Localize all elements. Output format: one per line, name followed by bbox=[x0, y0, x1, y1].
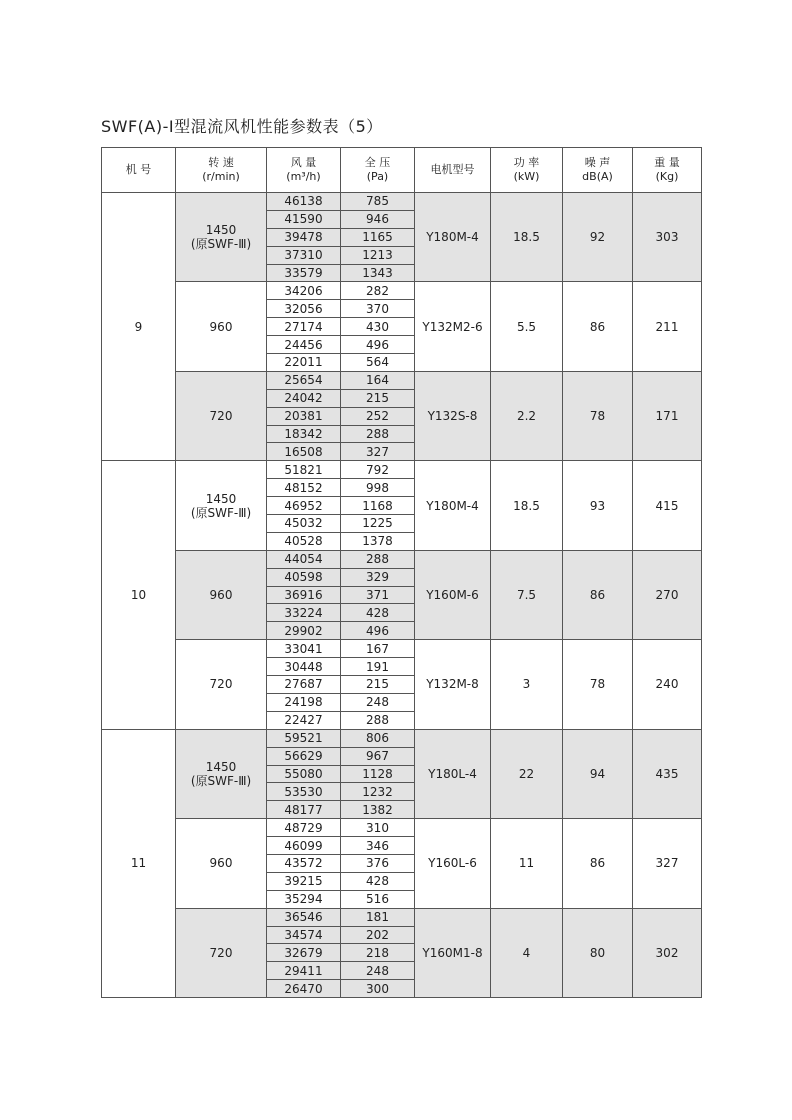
fan-performance-table bbox=[101, 147, 702, 998]
pressure-cell: 218 bbox=[341, 944, 415, 962]
flow-cell: 33041 bbox=[267, 640, 341, 658]
header-noise: 噪 声 dB(A) bbox=[563, 148, 633, 193]
weight-cell: 171 bbox=[633, 371, 702, 460]
power-cell: 11 bbox=[491, 819, 563, 908]
flow-cell: 56629 bbox=[267, 747, 341, 765]
flow-cell: 53530 bbox=[267, 783, 341, 801]
motor-cell: Y180L-4 bbox=[415, 729, 491, 818]
pressure-cell: 496 bbox=[341, 622, 415, 640]
flow-cell: 20381 bbox=[267, 407, 341, 425]
pressure-cell: 516 bbox=[341, 890, 415, 908]
speed-cell bbox=[176, 371, 267, 460]
flow-cell: 24456 bbox=[267, 336, 341, 354]
power-cell: 7.5 bbox=[491, 550, 563, 639]
weight-cell: 211 bbox=[633, 282, 702, 371]
pressure-cell: 1232 bbox=[341, 783, 415, 801]
noise-cell: 92 bbox=[563, 193, 633, 282]
flow-cell: 39215 bbox=[267, 872, 341, 890]
noise-cell: 80 bbox=[563, 908, 633, 997]
flow-cell: 18342 bbox=[267, 425, 341, 443]
flow-cell: 51821 bbox=[267, 461, 341, 479]
flow-cell: 48152 bbox=[267, 479, 341, 497]
table-row bbox=[102, 282, 702, 300]
pressure-cell: 1382 bbox=[341, 801, 415, 819]
speed-cell bbox=[176, 282, 267, 371]
noise-cell: 78 bbox=[563, 640, 633, 729]
speed-value: 1450 bbox=[205, 759, 237, 774]
noise-cell: 86 bbox=[563, 550, 633, 639]
motor-cell: Y132M-8 bbox=[415, 640, 491, 729]
page-title: SWF(A)-Ⅰ型混流风机性能参数表（5） bbox=[101, 117, 383, 136]
flow-cell: 37310 bbox=[267, 246, 341, 264]
table-row bbox=[102, 371, 702, 389]
flow-cell: 29902 bbox=[267, 622, 341, 640]
flow-cell: 55080 bbox=[267, 765, 341, 783]
weight-cell: 302 bbox=[633, 908, 702, 997]
table-row bbox=[102, 461, 702, 479]
flow-cell: 45032 bbox=[267, 515, 341, 533]
flow-cell: 40528 bbox=[267, 532, 341, 550]
speed-cell bbox=[176, 461, 267, 550]
pressure-cell: 792 bbox=[341, 461, 415, 479]
pressure-cell: 1343 bbox=[341, 264, 415, 282]
flow-cell: 24198 bbox=[267, 693, 341, 711]
header-machine-no: 机 号 bbox=[102, 148, 176, 193]
pressure-cell: 288 bbox=[341, 711, 415, 729]
speed-cell bbox=[176, 819, 267, 908]
pressure-cell: 496 bbox=[341, 336, 415, 354]
pressure-cell: 167 bbox=[341, 640, 415, 658]
weight-cell: 303 bbox=[633, 193, 702, 282]
speed-value: 960 bbox=[209, 588, 233, 603]
pressure-cell: 1225 bbox=[341, 515, 415, 533]
pressure-cell: 1165 bbox=[341, 228, 415, 246]
pressure-cell: 806 bbox=[341, 729, 415, 747]
speed-note: (原SWF-Ⅲ) bbox=[190, 505, 252, 520]
pressure-cell: 1378 bbox=[341, 532, 415, 550]
flow-cell: 24042 bbox=[267, 389, 341, 407]
flow-cell: 48729 bbox=[267, 819, 341, 837]
flow-cell: 36916 bbox=[267, 586, 341, 604]
noise-cell: 86 bbox=[563, 819, 633, 908]
header-power: 功 率 (kW) bbox=[491, 148, 563, 193]
header-flow: 风 量 (m³/h) bbox=[267, 148, 341, 193]
machine-no-cell: 10 bbox=[102, 461, 176, 729]
table-row bbox=[102, 550, 702, 568]
noise-cell: 93 bbox=[563, 461, 633, 550]
speed-cell bbox=[176, 550, 267, 639]
table-row bbox=[102, 729, 702, 747]
power-cell: 18.5 bbox=[491, 193, 563, 282]
speed-value: 720 bbox=[209, 945, 233, 960]
pressure-cell: 1213 bbox=[341, 246, 415, 264]
speed-value: 720 bbox=[209, 409, 233, 424]
pressure-cell: 215 bbox=[341, 676, 415, 694]
weight-cell: 327 bbox=[633, 819, 702, 908]
motor-cell: Y132M2-6 bbox=[415, 282, 491, 371]
pressure-cell: 181 bbox=[341, 908, 415, 926]
flow-cell: 33224 bbox=[267, 604, 341, 622]
header-motor: 电机型号 bbox=[415, 148, 491, 193]
motor-cell: Y160M-6 bbox=[415, 550, 491, 639]
flow-cell: 32056 bbox=[267, 300, 341, 318]
power-cell: 5.5 bbox=[491, 282, 563, 371]
machine-no-cell: 9 bbox=[102, 193, 176, 461]
speed-value: 720 bbox=[209, 677, 233, 692]
flow-cell: 25654 bbox=[267, 371, 341, 389]
pressure-cell: 998 bbox=[341, 479, 415, 497]
pressure-cell: 300 bbox=[341, 980, 415, 998]
pressure-cell: 288 bbox=[341, 425, 415, 443]
table-row bbox=[102, 640, 702, 658]
header-speed: 转 速 (r/min) bbox=[176, 148, 267, 193]
motor-cell: Y160M1-8 bbox=[415, 908, 491, 997]
flow-cell: 27687 bbox=[267, 676, 341, 694]
table-row bbox=[102, 908, 702, 926]
speed-value: 960 bbox=[209, 319, 233, 334]
power-cell: 4 bbox=[491, 908, 563, 997]
flow-cell: 22011 bbox=[267, 354, 341, 372]
flow-cell: 46138 bbox=[267, 193, 341, 211]
pressure-cell: 428 bbox=[341, 604, 415, 622]
table-body bbox=[102, 193, 702, 998]
flow-cell: 30448 bbox=[267, 658, 341, 676]
pressure-cell: 202 bbox=[341, 926, 415, 944]
pressure-cell: 164 bbox=[341, 371, 415, 389]
pressure-cell: 564 bbox=[341, 354, 415, 372]
flow-cell: 16508 bbox=[267, 443, 341, 461]
pressure-cell: 248 bbox=[341, 962, 415, 980]
pressure-cell: 1168 bbox=[341, 497, 415, 515]
pressure-cell: 967 bbox=[341, 747, 415, 765]
pressure-cell: 371 bbox=[341, 586, 415, 604]
pressure-cell: 215 bbox=[341, 389, 415, 407]
noise-cell: 94 bbox=[563, 729, 633, 818]
weight-cell: 435 bbox=[633, 729, 702, 818]
pressure-cell: 329 bbox=[341, 568, 415, 586]
flow-cell: 39478 bbox=[267, 228, 341, 246]
flow-cell: 35294 bbox=[267, 890, 341, 908]
speed-value: 1450 bbox=[205, 223, 237, 238]
pressure-cell: 327 bbox=[341, 443, 415, 461]
speed-note: (原SWF-Ⅲ) bbox=[190, 773, 252, 788]
pressure-cell: 376 bbox=[341, 854, 415, 872]
machine-no-cell: 11 bbox=[102, 729, 176, 997]
pressure-cell: 191 bbox=[341, 658, 415, 676]
weight-cell: 270 bbox=[633, 550, 702, 639]
flow-cell: 32679 bbox=[267, 944, 341, 962]
speed-cell bbox=[176, 640, 267, 729]
flow-cell: 33579 bbox=[267, 264, 341, 282]
power-cell: 18.5 bbox=[491, 461, 563, 550]
motor-cell: Y180M-4 bbox=[415, 461, 491, 550]
flow-cell: 29411 bbox=[267, 962, 341, 980]
power-cell: 2.2 bbox=[491, 371, 563, 460]
weight-cell: 240 bbox=[633, 640, 702, 729]
flow-cell: 26470 bbox=[267, 980, 341, 998]
table-row bbox=[102, 819, 702, 837]
power-cell: 3 bbox=[491, 640, 563, 729]
flow-cell: 22427 bbox=[267, 711, 341, 729]
speed-cell bbox=[176, 729, 267, 818]
pressure-cell: 946 bbox=[341, 210, 415, 228]
flow-cell: 34574 bbox=[267, 926, 341, 944]
motor-cell: Y160L-6 bbox=[415, 819, 491, 908]
flow-cell: 36546 bbox=[267, 908, 341, 926]
power-cell: 22 bbox=[491, 729, 563, 818]
header-row bbox=[102, 148, 702, 193]
speed-value: 1450 bbox=[205, 491, 237, 506]
flow-cell: 46099 bbox=[267, 837, 341, 855]
pressure-cell: 370 bbox=[341, 300, 415, 318]
flow-cell: 34206 bbox=[267, 282, 341, 300]
pressure-cell: 785 bbox=[341, 193, 415, 211]
pressure-cell: 288 bbox=[341, 550, 415, 568]
noise-cell: 78 bbox=[563, 371, 633, 460]
speed-note: (原SWF-Ⅲ) bbox=[190, 237, 252, 252]
flow-cell: 48177 bbox=[267, 801, 341, 819]
table-row bbox=[102, 193, 702, 211]
speed-value: 960 bbox=[209, 856, 233, 871]
header-weight: 重 量 (Kg) bbox=[633, 148, 702, 193]
pressure-cell: 428 bbox=[341, 872, 415, 890]
pressure-cell: 346 bbox=[341, 837, 415, 855]
pressure-cell: 282 bbox=[341, 282, 415, 300]
flow-cell: 41590 bbox=[267, 210, 341, 228]
header-pressure: 全 压 (Pa) bbox=[341, 148, 415, 193]
flow-cell: 27174 bbox=[267, 318, 341, 336]
flow-cell: 44054 bbox=[267, 550, 341, 568]
motor-cell: Y180M-4 bbox=[415, 193, 491, 282]
speed-cell bbox=[176, 193, 267, 282]
weight-cell: 415 bbox=[633, 461, 702, 550]
flow-cell: 59521 bbox=[267, 729, 341, 747]
flow-cell: 40598 bbox=[267, 568, 341, 586]
pressure-cell: 1128 bbox=[341, 765, 415, 783]
noise-cell: 86 bbox=[563, 282, 633, 371]
pressure-cell: 430 bbox=[341, 318, 415, 336]
flow-cell: 43572 bbox=[267, 854, 341, 872]
speed-cell bbox=[176, 908, 267, 997]
pressure-cell: 252 bbox=[341, 407, 415, 425]
pressure-cell: 310 bbox=[341, 819, 415, 837]
flow-cell: 46952 bbox=[267, 497, 341, 515]
pressure-cell: 248 bbox=[341, 693, 415, 711]
motor-cell: Y132S-8 bbox=[415, 371, 491, 460]
